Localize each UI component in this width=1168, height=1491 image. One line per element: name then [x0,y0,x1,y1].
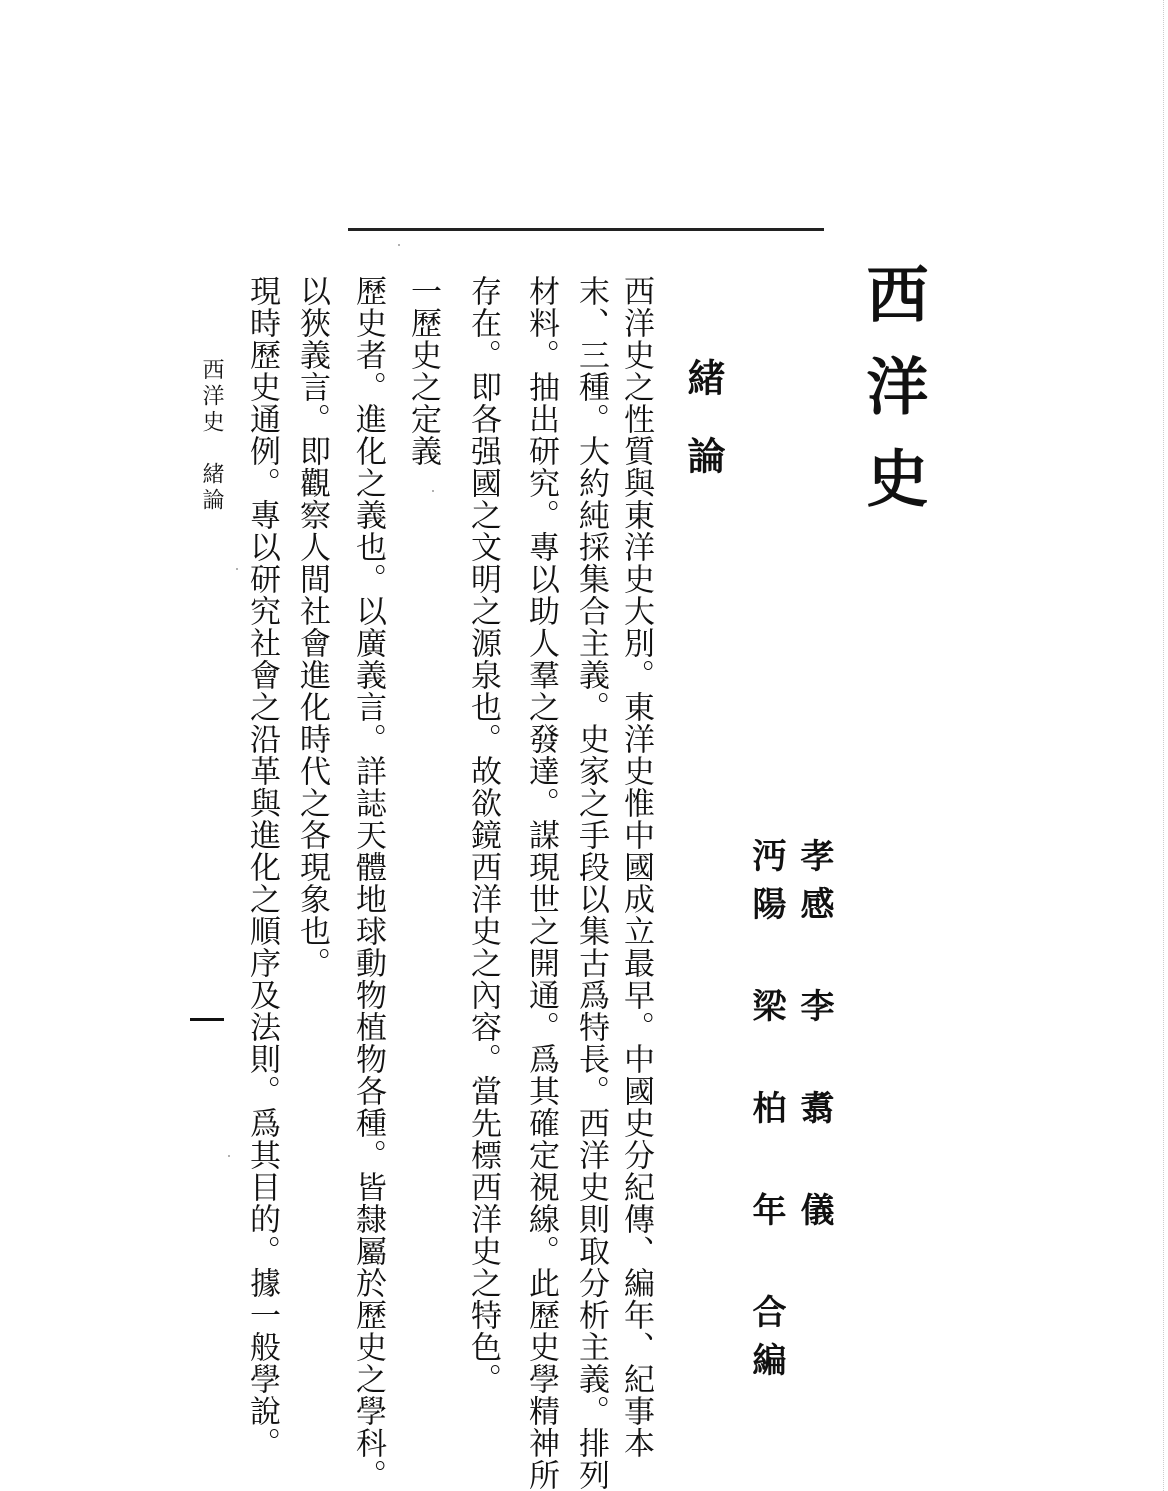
subsection-heading: 一歷史之定義 [405,275,441,467]
author-line-1: 孝感 李 翥 儀 [794,838,834,1240]
section-heading: 緒論 [681,358,726,514]
page-number-mark [190,1018,224,1021]
running-head: 西洋史 緒論 [199,358,224,514]
body-line: 材料。抽出研究。專以助人羣之發達。謀現世之開通。爲其確定視線。此歷史學精神所 [523,275,559,1491]
body-line: 歷史者。進化之義也。以廣義言。詳誌天體地球動物植物各種。皆隸屬於歷史之學科。 [350,275,386,1491]
author-line-2: 沔陽 梁 柏 年 合編 [746,838,786,1390]
print-speck [228,1155,230,1157]
top-rule [348,228,824,231]
print-speck [398,244,400,246]
body-line: 末、三種。大約純採集合主義。史家之手段以集古爲特長。西洋史則取分析主義。排列 [573,275,609,1491]
print-speck [432,490,434,492]
body-line: 現時歷史通例。專以研究社會之沿革與進化之順序及法則。爲其目的。據一般學說。 [244,275,280,1459]
page-edge [1162,0,1164,1491]
print-speck [236,568,238,570]
book-title: 西洋史 [856,262,929,538]
body-line: 西洋史之性質與東洋史大別。東洋史惟中國成立最早。中國史分紀傳、編年、紀事本 [618,275,654,1459]
body-line: 以狹義言。即觀察人間社會進化時代之各現象也。 [294,275,330,979]
body-line: 存在。即各强國之文明之源泉也。故欲鏡西洋史之內容。當先標西洋史之特色。 [465,275,501,1395]
